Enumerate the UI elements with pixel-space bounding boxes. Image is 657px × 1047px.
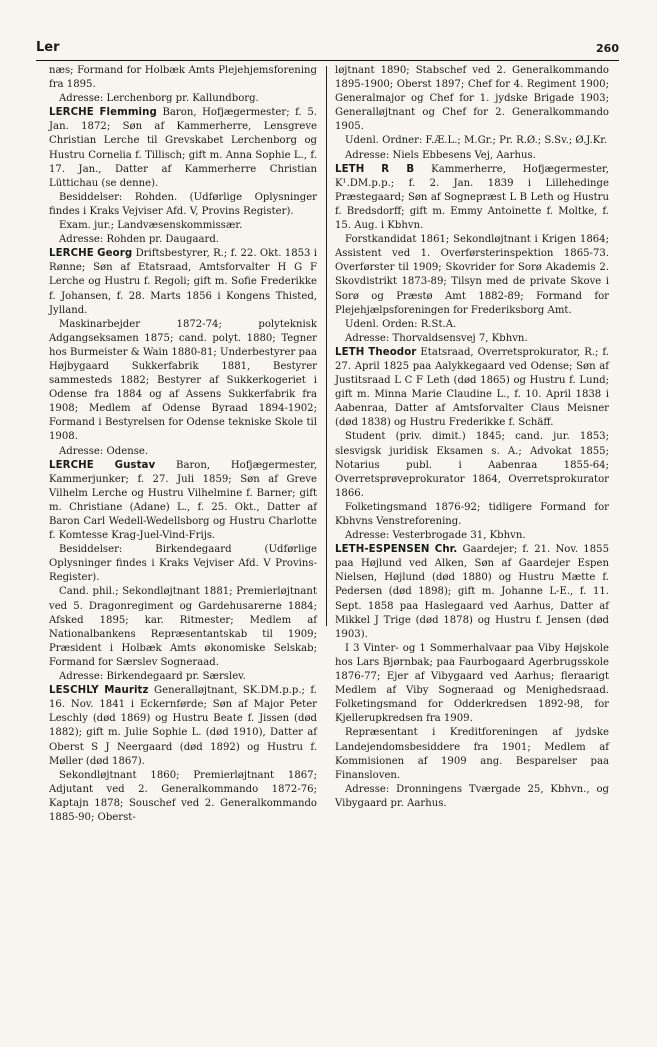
entry-address: Adresse: Rohden pr. Daugaard. bbox=[59, 234, 220, 246]
entry-given-name: Chr. bbox=[434, 544, 458, 556]
entry-surname: LETH bbox=[335, 346, 365, 358]
entry-paragraph: Udenl. Orden: R.St.A. bbox=[345, 318, 457, 330]
entry-paragraph: Besiddelser: Birkendegaard (Udførlige Oplysninger findes i Kraks Vejviser Afd. V Provins-Register). bbox=[49, 544, 317, 584]
entry-body bbox=[49, 459, 317, 544]
continuation-text: løjtnant 1890; Stabschef ved 2. Generalkommando 1895-1900; Oberst 1897; Chef for 4. Regiment 1900; Generalmajor og Chef for 1. jydske Brigade 1903; Generalløjtnant og Chef for 2. Generalkommando 1905. bbox=[335, 65, 609, 133]
entry-paragraph: Besiddelser: Rohden. (Udførlige Oplysninger findes i Kraks Vejviser Afd. V, Provins Register). bbox=[49, 191, 317, 217]
left-column bbox=[49, 64, 317, 825]
continuation-address: Adresse: Lerchenborg pr. Kallundborg. bbox=[59, 93, 259, 105]
entry-given-name: Gustav bbox=[114, 459, 156, 471]
entry-lerche-georg bbox=[49, 247, 317, 458]
continuation-orders: Udenl. Ordner: F.Æ.L.; M.Gr.; Pr. R.Ø.; S.Sv.; Ø.J.Kr. bbox=[345, 135, 608, 147]
entry-paragraph: Cand. phil.; Sekondløjtnant 1881; Premierløjtnant ved 5. Dragonregiment og Gardehusarerne 1884; Afsked 1895; kar. Ritmester; Medlem af Nationalbankens Repræsentantskab til 1909; Præsident i Holbæk Amts økonomiske Selskab; Formand for Særslev Sogneraad. bbox=[49, 586, 317, 668]
entry-body bbox=[49, 247, 317, 317]
entry-text: Gaardejer; f. 21. Nov. 1855 paa Højlund ved Alken, Søn af Gaardejer Espen Nielsen, Højlund (død 1880) og Hustru Mætte f. Pedersen (død 1898); gift m. Johanne L-E., f. 11. Sept. 1858 paa Haslegaard ved Aarhus, Datter af Mikkel J Trige (død 1878) og Hustru f. Jensen (død 1903). bbox=[335, 544, 609, 640]
entry-body bbox=[335, 163, 609, 233]
entry-given-name: Flemming bbox=[99, 107, 157, 119]
page-header bbox=[36, 38, 619, 61]
entry-paragraph: Folketingsmand 1876-92; tidligere Formand for Kbhvns Venstreforening. bbox=[335, 501, 609, 527]
entry-paragraph: Repræsentant i Kreditforeningen af jydske Landejendomsbesiddere fra 1901; Medlem af Kommisionen af 1909 ang. Besparelser paa Finansloven. bbox=[335, 727, 609, 781]
entry-leth-espensen-chr bbox=[335, 543, 609, 811]
entry-leschly-mauritz bbox=[49, 684, 317, 825]
entry-paragraph: Forstkandidat 1861; Sekondløjtnant i Krigen 1864; Assistent ved 1. Overførsterinspektion 1865-73. Overførster til 1909; Skovrider for Sorø Akademis 2. Skovdistrikt 1873-89; Tilsyn med de private Skove i Sorø og Præstø Amt 1882-89; Formand for Plejehjælpsforeningen for Frederiksborg Amt. bbox=[335, 234, 609, 316]
entry-surname: LETH bbox=[335, 163, 365, 175]
continuation-address: Adresse: Niels Ebbesens Vej, Aarhus. bbox=[345, 149, 536, 161]
entry-paragraph: Exam. jur.; Landvæsenskommissær. bbox=[59, 220, 243, 232]
entry-address: Adresse: Birkendegaard pr. Særslev. bbox=[59, 671, 246, 683]
entry-address: Adresse: Thorvaldsensvej 7, Kbhvn. bbox=[345, 332, 528, 344]
entry-given-name: Theodor bbox=[368, 346, 417, 358]
continuation-text: næs; Formand for Holbæk Amts Plejehjemsforening fra 1895. bbox=[49, 65, 317, 91]
right-column bbox=[335, 64, 609, 811]
entry-text: Driftsbestyrer, R.; f. 22. Okt. 1853 i Rønne; Søn af Etatsraad, Amtsforvalter H G F Lerche og Hustru f. Regoli; gift m. Sofie Frederikke f. Johansen, f. 28. Marts 1856 i Kongens Thisted, Jylland. bbox=[49, 248, 317, 316]
entry-body bbox=[335, 543, 609, 642]
column-divider bbox=[326, 66, 327, 626]
entry-text: Etatsraad, Overretsprokurator, R.; f. 27. April 1825 paa Aalykkegaard ved Odense; Søn af Justitsraad L C F Leth (død 1865) og Hustru f. Lund; gift m. Minna Marie Claudine L., f. 10. April 1838 i Aabenraa, Datter af Amtsforvalter Claus Meisner (død 1838) og Hustru Frederikke f. Schäff. bbox=[335, 346, 609, 429]
entry-paragraph: Sekondløjtnant 1860; Premierløjtnant 1867; Adjutant ved 2. Generalkommando 1872-76; Kaptajn 1878; Souschef ved 2. Generalkommando 1885-90; Oberst- bbox=[49, 769, 317, 823]
entry-given-name: R B bbox=[381, 163, 415, 175]
entry-surname: LERCHE bbox=[49, 459, 94, 471]
entry-text: Baron, Hofjægermester; f. 5. Jan. 1872; Søn af Kammerherre, Lensgreve Christian Lerche til Grevskabet Lerchenborg og Hustru Cornelia f. Tillisch; gift m. Anna Sophie L., f. 17. Jan., Datter af Kammerherre Christian Lüttichau (se denne). bbox=[49, 107, 317, 189]
entry-surname: LESCHLY bbox=[49, 685, 99, 697]
entry-surname: LERCHE bbox=[49, 107, 94, 119]
entry-paragraph: I 3 Vinter- og 1 Sommerhalvaar paa Viby Højskole hos Lars Bjørnbak; paa Faurbogaard Agerbrugsskole 1876-77; Ejer af Vibygaard ved Aarhus; fleraarigt Medlem af Viby Sogneraad og Menighedsraad. Folketingsmand for Odderkredsen 1892-98, for Kjellerupkredsen fra 1909. bbox=[335, 642, 609, 725]
entry-text: Kammerherre, Hofjægermester, K¹.DM.p.p.; f. 2. Jan. 1839 i Lillehedinge Præstegaard; Søn af Sognepræst L B Leth og Hustru f. Bredsdorff; gift m. Emmy Antoinette f. Moltke, f. 15. Aug. i Kbhvn. bbox=[335, 163, 609, 232]
entry-body bbox=[49, 684, 317, 769]
entry-address: Adresse: Vesterbrogade 31, Kbhvn. bbox=[345, 530, 526, 542]
entry-leth-rb bbox=[335, 163, 609, 346]
entry-address: Adresse: Dronningens Tværgade 25, Kbhvn., og Vibygaard pr. Aarhus. bbox=[335, 783, 609, 809]
entry-text: Baron, Hofjægermester, Kammerjunker; f. 27. Juli 1859; Søn af Greve Vilhelm Lerche og Hustru Vilhelmine f. Barner; gift m. Christiane (Adane) L., f. 25. Okt., Datter af Baron Carl Wedell-Wedellsborg og Hustru Charlotte f. Komtesse Krag-Juel-Vind-Frijs. bbox=[49, 459, 317, 542]
entry-lerche-flemming bbox=[49, 106, 317, 247]
entry-body bbox=[49, 106, 317, 191]
entry-paragraph: Maskinarbejder 1872-74; polyteknisk Adgangseksamen 1875; cand. polyt. 1880; Tegner hos Burmeister & Wain 1880-81; Underbestyrer paa Højbygaard Sukkerfabrik 1881, Bestyrer sammesteds 1882; Bestyrer af Sukkerkogeriet i Odense fra 1884 og af Assens Sukkerfabrik fra 1908; Medlem af Odense Byraad 1894-1902; Formand i Bestyrelsen for Odense tekniske Skole til 1908. bbox=[49, 318, 317, 443]
entry-body bbox=[335, 346, 609, 431]
entry-surname: LERCHE bbox=[49, 248, 94, 260]
entry-address: Adresse: Odense. bbox=[59, 445, 149, 457]
entry-paragraph: Student (priv. dimit.) 1845; cand. jur. 1853; slesvigsk juridisk Eksamen s. A.; Advokat 1855; Notarius publ. i Aabenraa 1855-64; Overretsprøveprokurator 1864, Overretsprokurator 1866. bbox=[335, 431, 609, 499]
entry-text: Generalløjtnant, SK.DM.p.p.; f. 16. Nov. 1841 i Eckernførde; Søn af Major Peter Leschly (død 1869) og Hustru Beate f. Jissen (død 1882); gift m. Julie Sophie L. (død 1910), Datter af Oberst S J Neergaard (død 1892) og Hustru f. Møller (død 1867). bbox=[49, 685, 318, 767]
entry-lerche-gustav bbox=[49, 459, 317, 685]
entry-surname: LETH-ESPENSEN bbox=[335, 544, 430, 556]
page-number: 260 bbox=[596, 42, 619, 55]
entry-given-name: Georg bbox=[97, 248, 133, 260]
entry-given-name: Mauritz bbox=[104, 685, 149, 697]
running-head: Ler bbox=[36, 40, 60, 55]
entry-leth-theodor bbox=[335, 346, 609, 543]
